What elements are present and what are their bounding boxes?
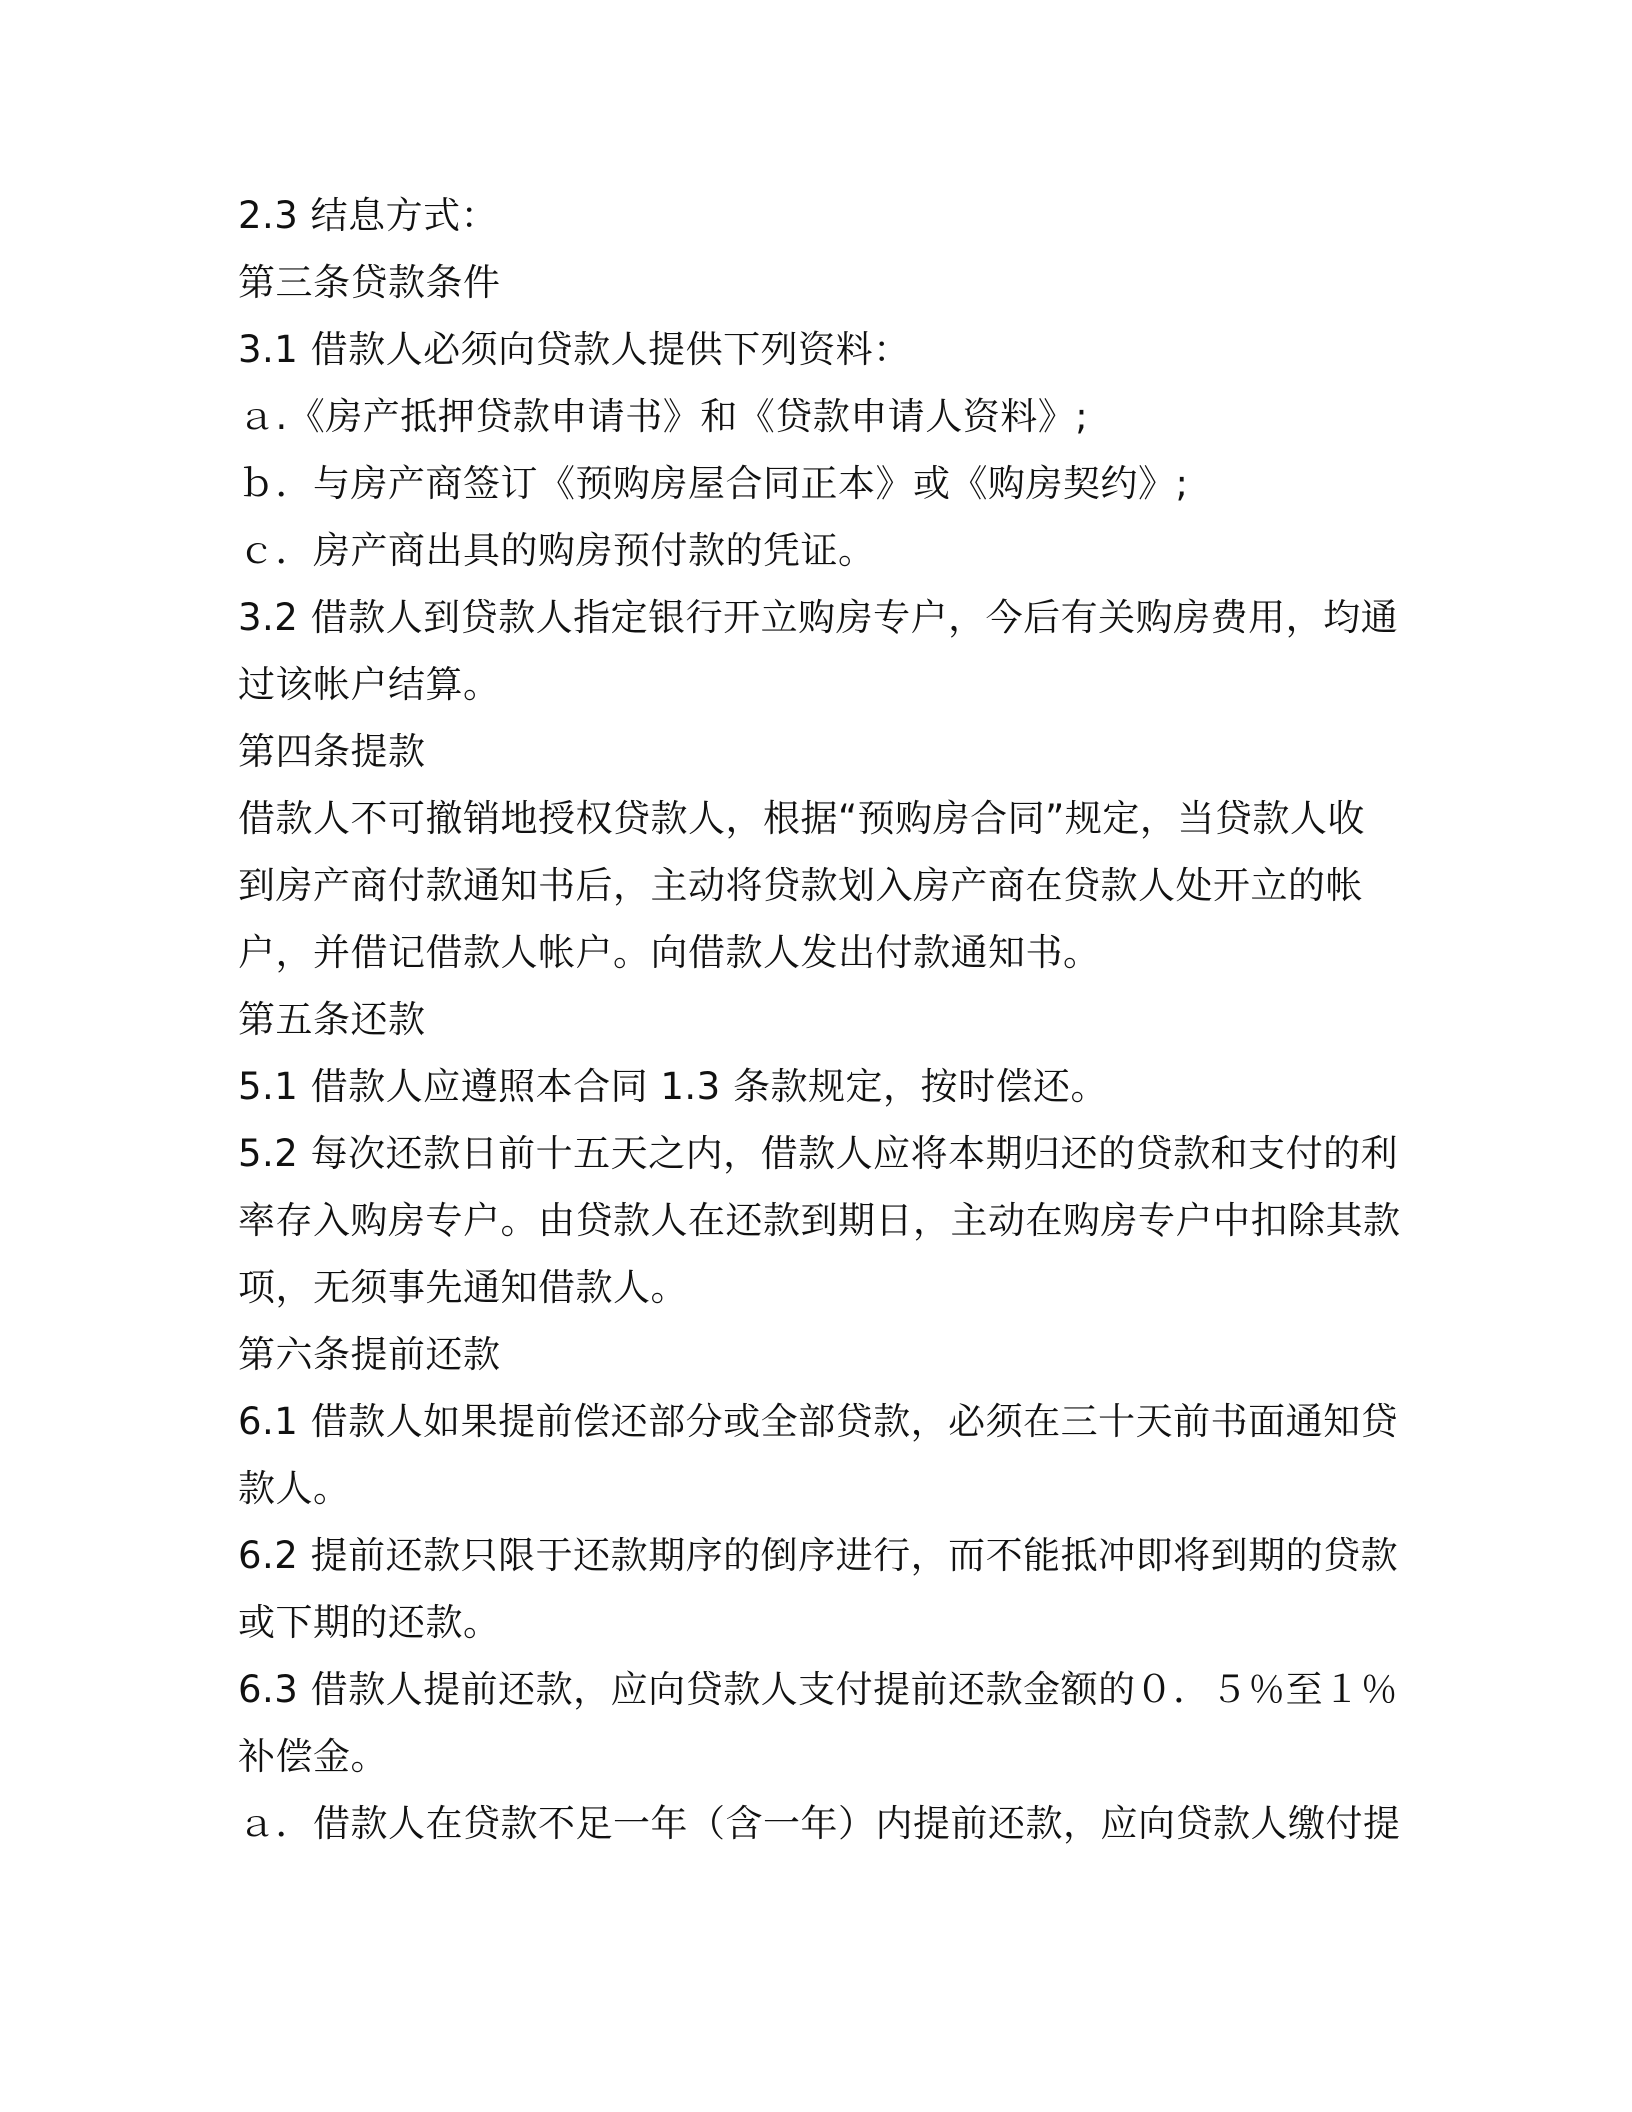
clause-3-1-item-a: ａ.《房产抵押贷款申请书》和《贷款申请人资料》; [238,395,1089,438]
clause-3-1-item-c: ｃ．房产商出具的购房预付款的凭证。 [238,529,876,572]
clause-6-3-line-1: 6.3 借款人提前还款，应向贷款人支付提前还款金额的０．５％至１％ [238,1668,1399,1711]
clause-3-1: 3.1 借款人必须向贷款人提供下列资料： [238,328,911,371]
clause-6-2-line-2: 或下期的还款。 [238,1601,501,1644]
clause-6-2-line-1: 6.2 提前还款只限于还款期序的倒序进行，而不能抵冲即将到期的贷款 [238,1534,1399,1577]
article-4-line-1: 借款人不可撤销地授权贷款人，根据“预购房合同”规定，当贷款人收 [238,797,1365,840]
article-4-line-3: 户，并借记借款人帐户。向借款人发出付款通知书。 [238,931,1101,974]
article-5-heading: 第五条还款 [238,998,426,1041]
article-6-heading: 第六条提前还款 [238,1333,501,1376]
clause-5-2-line-3: 项，无须事先通知借款人。 [238,1266,688,1309]
article-3-heading: 第三条贷款条件 [238,261,501,304]
clause-6-1-line-1: 6.1 借款人如果提前偿还部分或全部贷款，必须在三十天前书面通知贷 [238,1400,1399,1443]
clause-5-1: 5.1 借款人应遵照本合同 1.3 条款规定，按时偿还。 [238,1065,1108,1108]
clause-3-2-line-1: 3.2 借款人到贷款人指定银行开立购房专户，今后有关购房费用，均通 [238,596,1399,639]
clause-6-3-line-2: 补偿金。 [238,1735,388,1778]
clause-3-1-item-b: ｂ．与房产商签订《预购房屋合同正本》或《购房契约》; [238,462,1189,505]
article-4-heading: 第四条提款 [238,730,426,773]
section-2-3-interest-method: 2.3 结息方式： [238,194,499,237]
document-body [238,182,1401,1857]
article-4-line-2: 到房产商付款通知书后，主动将贷款划入房产商在贷款人处开立的帐 [238,864,1363,907]
clause-6-1-line-2: 款人。 [238,1467,351,1510]
clause-3-2-line-2: 过该帐户结算。 [238,663,501,706]
clause-6-3-item-a: ａ．借款人在贷款不足一年（含一年）内提前还款，应向贷款人缴付提 [238,1802,1401,1845]
clause-5-2-line-1: 5.2 每次还款日前十五天之内，借款人应将本期归还的贷款和支付的利 [238,1132,1399,1175]
clause-5-2-line-2: 率存入购房专户。由贷款人在还款到期日，主动在购房专户中扣除其款 [238,1199,1401,1242]
